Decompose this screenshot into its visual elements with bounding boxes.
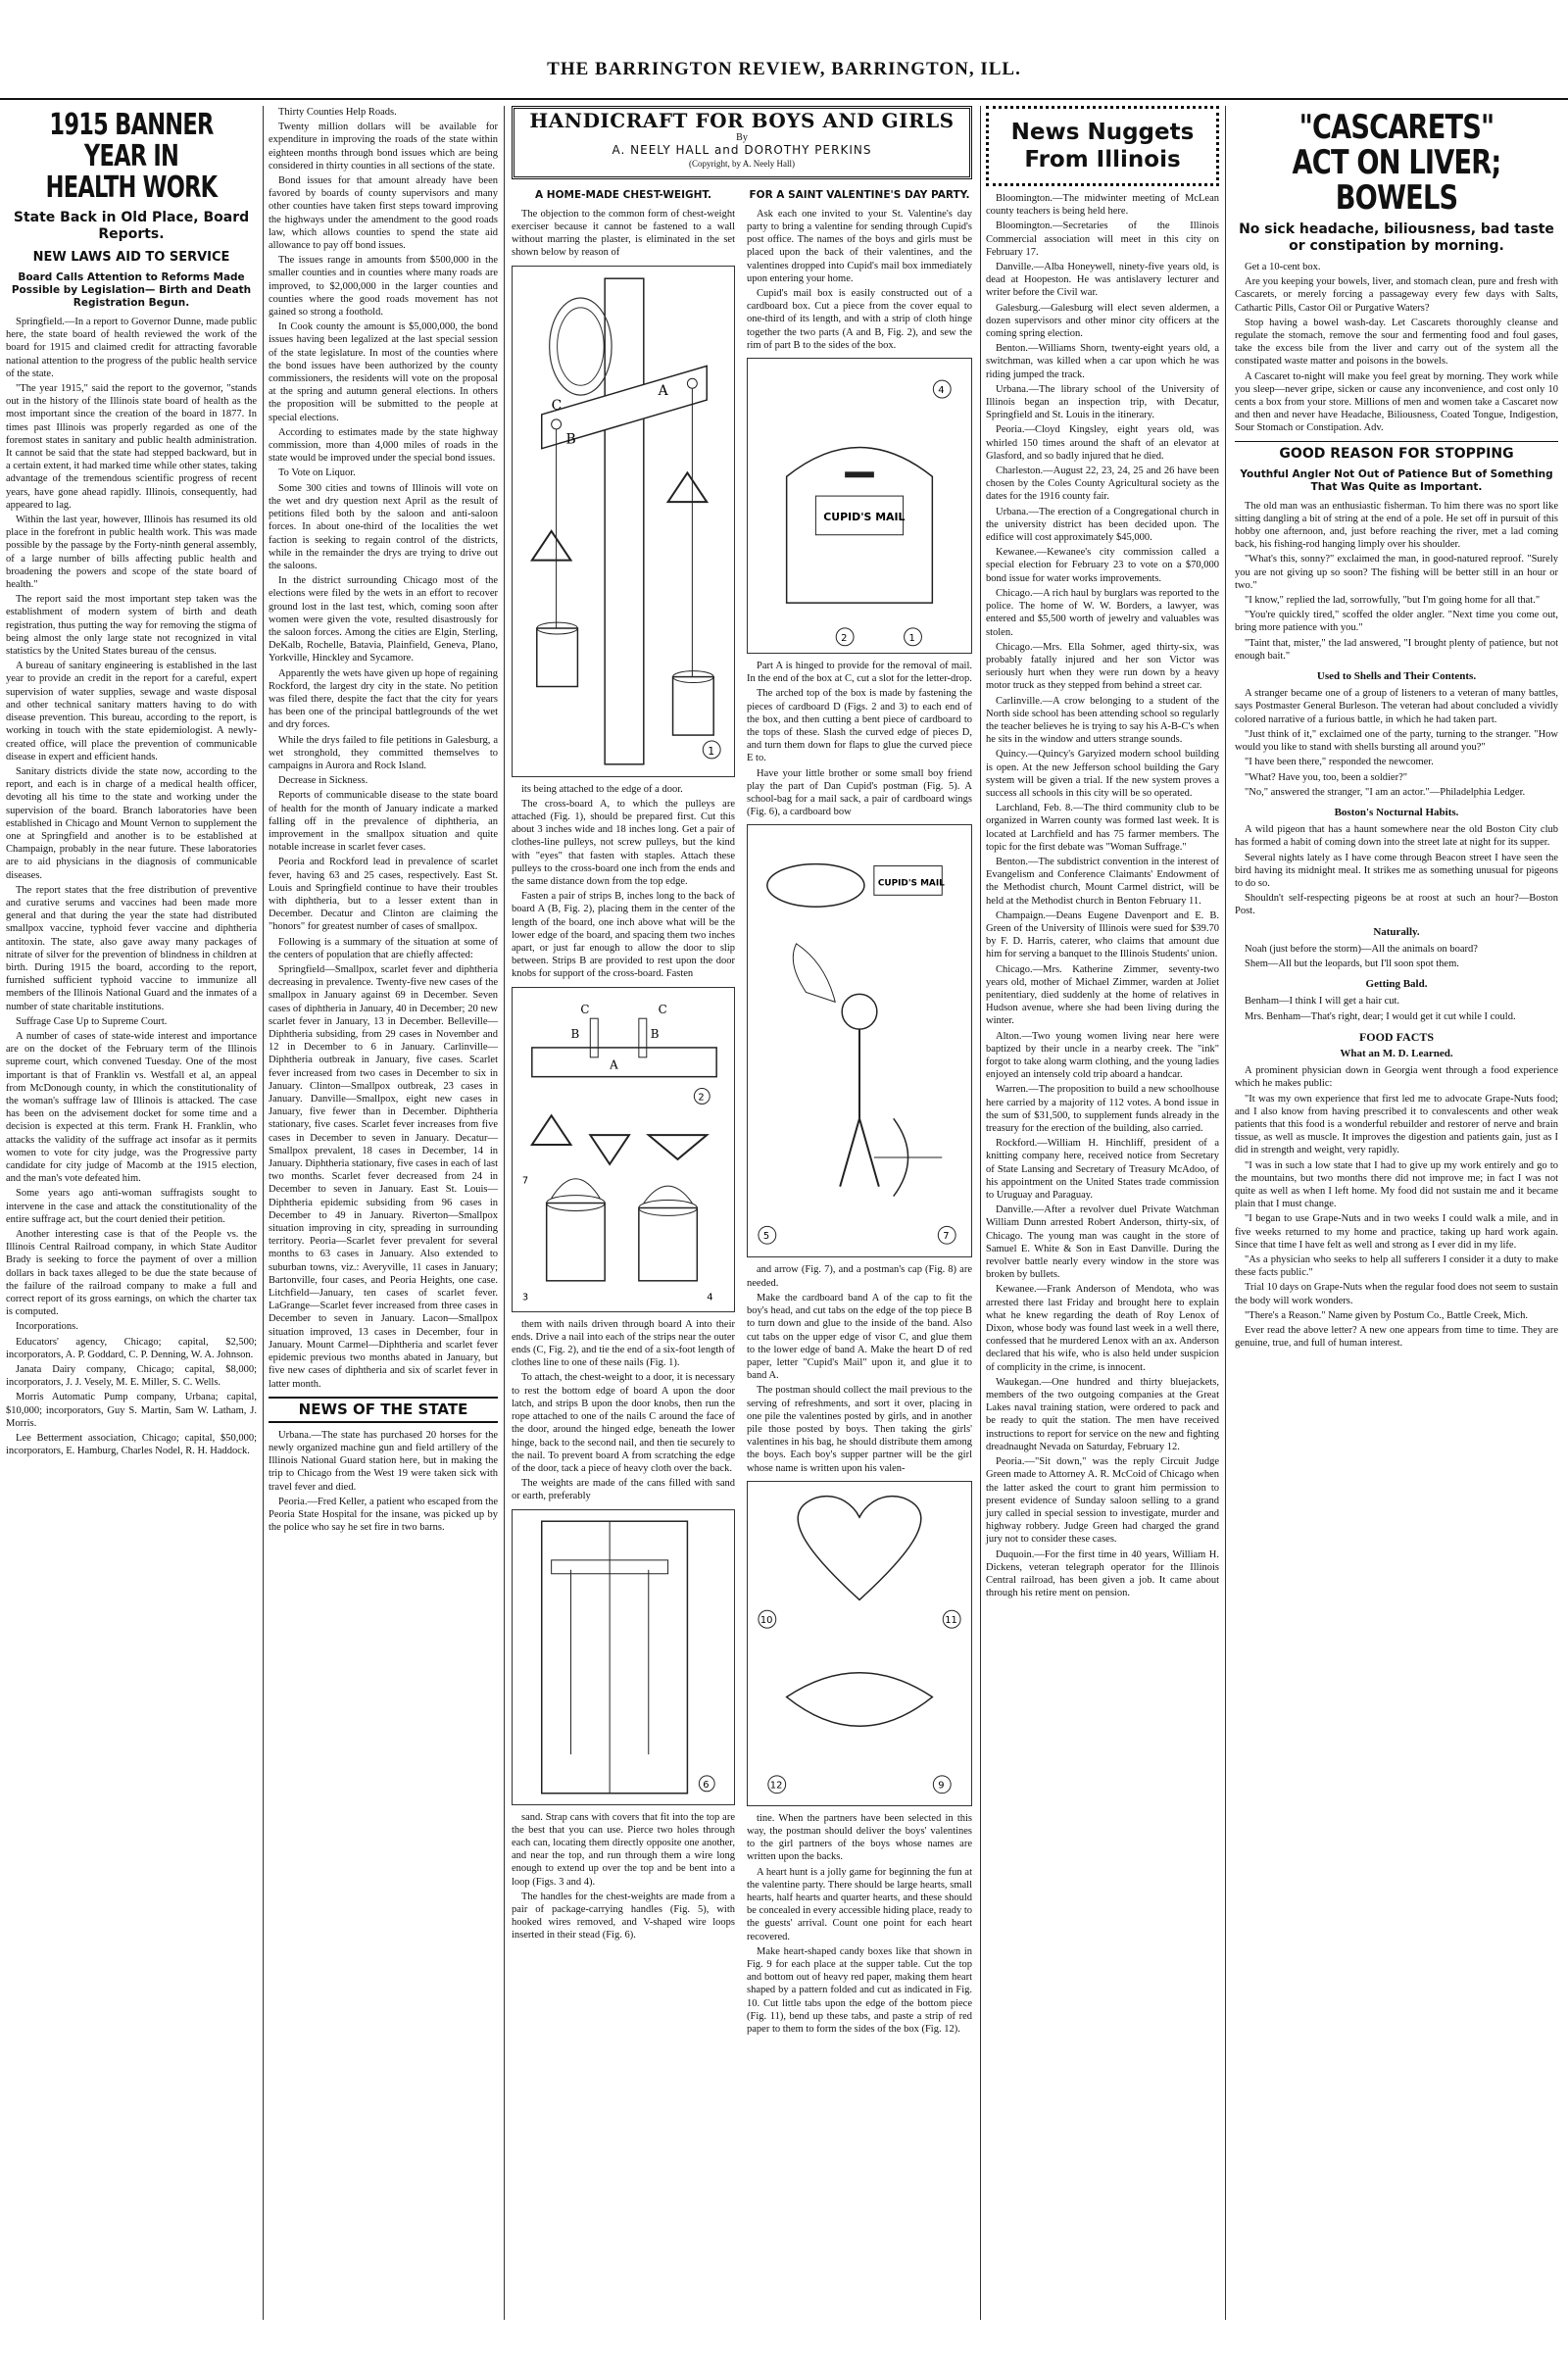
door-frame	[542, 1521, 688, 1794]
paragraph: Decrease in Sickness.	[278, 775, 368, 787]
paragraph: The weights are made of the cans filled with sand or earth, preferably	[512, 1478, 735, 1502]
chest-weight-illustration	[513, 267, 734, 776]
paragraph: Sanitary districts divide the state now, according to the report, and each is in charge of a medical health officer, devoting all his time to the state and working under the supervision of the board. Branch laboratories have been established in Chicago and Mount Vernon to supplement the one at Springfield and another is to be established at Champaign, probably in the near future. These laboratories are to aid physicians in the diagnosis of communicable diseases.	[6, 765, 257, 881]
chest-weight-heading: A HOME-MADE CHEST-WEIGHT.	[535, 188, 711, 201]
paragraph: "Just think of it," exclaimed one of the party, turning to the stranger. "How would you like to stand with shells bursting all around you?"	[1235, 728, 1558, 754]
paragraph: Reports of communicable disease to the state board of health for the month of January indicate a marked falling off in the prevalence of diphtheria, an improvement in the smallpox situation and quite notable increase in scarlet fever cases.	[269, 790, 498, 854]
story-heading: Naturally.	[1373, 925, 1420, 938]
story-heading: Getting Bald.	[1365, 978, 1428, 991]
paragraph: Have your little brother or some small boy friend play the part of Dan Cupid's postman (Fig. 5). A school-bag for a mail sack, a pair of cardboard wings (Fig. 6), a cardboard bow	[747, 767, 972, 818]
paragraph: Galesburg.—Galesburg will elect seven aldermen, a dozen supervisors and other minor city officers at the coming spring election.	[986, 302, 1219, 340]
figure-number: 11	[945, 1614, 957, 1626]
paragraph: The postman should collect the mail previous to the serving of refreshments, and sort it over, placing in one pile the valentines posted by girls, and in another pile those posted by boys. Then taking the girls' valentines in his bag, he should distribute them among the boys. Each boy's supper partner will be the girl whose name is written upon his valen-	[747, 1385, 972, 1474]
paragraph: Peoria.—Fred Keller, a patient who escaped from the Peoria State Hospital for the insane, was picked up by the police who say he set fire in two barns.	[269, 1496, 498, 1534]
figure-cupids-mailbox	[747, 358, 972, 654]
weight-can-right	[673, 676, 714, 734]
paragraph: The objection to the common form of chest-weight exerciser because it cannot be fastened to a wall without marring the plaster, is eliminated in the set shown below by reason of	[512, 208, 735, 259]
paragraph: Benton.—Williams Shorn, twenty-eight years old, a switchman, was killed when a car upon which he was riding jumped the track.	[986, 343, 1219, 380]
paragraph: Danville.—Alba Honeywell, ninety-five years old, is dead at Hoopeston. He was antislavery lecturer and writer before the Civil war.	[986, 262, 1219, 299]
coiled-rope	[550, 298, 612, 395]
figure-number: 5	[762, 1231, 770, 1243]
paragraph: "As a physician who seeks to help all sufferers I consider it a duty to make these facts public."	[1235, 1254, 1558, 1279]
paragraph: Shem—All but the leopards, but I'll soon spot them.	[1245, 958, 1459, 969]
figure-number: 7	[943, 1231, 950, 1243]
paragraph: Educators' agency, Chicago; capital, $2,500; incorporators, A. P. Goddard, C. P. Denning, W. A. Johnson.	[6, 1336, 257, 1360]
deck-new-laws: NEW LAWS AID TO SERVICE	[32, 250, 230, 265]
mailbox-illustration	[748, 359, 971, 653]
copyright-line: (Copyright, by A. Neely Hall)	[689, 158, 795, 169]
paragraph: To Vote on Liquor.	[278, 467, 356, 479]
can-fig4	[639, 1207, 697, 1280]
wings	[793, 944, 835, 1002]
paragraph: Incorporations.	[16, 1321, 78, 1333]
paragraph: Get a 10-cent box.	[1245, 262, 1321, 272]
paragraph: "I have been there," responded the newcomer.	[1245, 757, 1434, 768]
paragraph: Janata Dairy company, Chicago; capital, $8,000; incorporators, J. J. Vesely, M. E. Miller, S. C. Wells.	[6, 1364, 257, 1389]
figure-detail-parts	[512, 987, 735, 1312]
paragraph: Within the last year, however, Illinois has resumed its old place in the forefront in public health work. This was made possible by the passage by the Forty-ninth general assembly, of a large number of bills affecting public health and broadening the powers and scope of the state board of health."	[6, 515, 257, 591]
paragraph: Fasten a pair of strips B, inches long to the back of board A (B, Fig. 2), placing them in the center of the length of the board, one inch above what will be the lower edge of the board, and spacing them two inches apart, or just far enough to allow the door to slip between. Strips B are provided to rest upon the door knobs for support of the cross-board. Fasten	[512, 891, 735, 980]
figure-number: 4	[707, 1292, 713, 1303]
column-handicraft	[504, 106, 980, 2320]
cap-sign: CUPID'S MAIL	[877, 878, 945, 889]
valentine-party-article	[747, 183, 972, 2290]
paragraph: Carlinville.—A crow belonging to a student of the North side school has been attending school so regularly the teacher believes he is trying to say his A-B-C's when he sits in the window and utters strange sounds.	[986, 695, 1219, 746]
paragraph: The report states that the free distribution of preventive and curative serums and vaccines had been made more general and that during the year the state had distributed smallpox vaccine, typhoid fever vaccine and diphtheria antitoxin. The state, also gave away many packages of nitrate of silver for the prevention of blindness in children at birth. During 1915 the board, according to the report, furnished sufficient typhoid vaccine to immunize all members of the Illinois National Guard and the inmates of a number of state charitable institutions.	[6, 884, 257, 1012]
article-body	[6, 316, 257, 1457]
paragraph: Following is a summary of the situation at some of the centers of population that are chiefly affected:	[269, 936, 498, 960]
strip-b-right	[639, 1018, 647, 1057]
story-heading: FOOD FACTS	[1358, 1029, 1435, 1044]
figure-cupid-postman	[747, 824, 972, 1257]
section-title-news-of-state: NEWS OF THE STATE	[269, 1397, 498, 1423]
coiled-rope	[558, 308, 605, 385]
figure-number: 1	[908, 632, 915, 644]
paragraph: A number of cases of state-wide interest and importance are on the docket of the February term of the Illinois supreme court, which convened Tuesday. One of the most important is that of Franklin vs. Westfall et al, an appeal from McDonough county, in which the constitutionality of the woman's suffrage law of Illinois is attacked. The case has been on the advisement docket for some time and a decision is expected at this term. Frank H. Franklin, who attacks the validity of the suffrage act insofar as it permits women to vote for city judge, was the Progressive party candidate for city judge of Macomb at the 1915 election, and the man's vote defeated him.	[6, 1030, 257, 1185]
paragraph: and arrow (Fig. 7), and a postman's cap (Fig. 8) are needed.	[747, 1264, 972, 1289]
paragraph: Urbana.—The library school of the University of Illinois began an inspection trip, with Decatur, Springfield and St. Louis in the itinerary.	[986, 383, 1219, 421]
paragraph: A heart hunt is a jolly game for beginning the fun at the valentine party. There should be large hearts, small hearts, half hearts and quarter hearts, and these should be concealed in every accessible hiding place, ready to the guests' arrival. Count one point for each heart recovered.	[747, 1866, 972, 1942]
story-heading: Used to Shells and Their Contents.	[1316, 670, 1477, 683]
door-rope-illustration	[513, 1510, 734, 1804]
column-ads-features	[1225, 106, 1568, 2320]
v-loop-figure	[649, 1135, 707, 1159]
paragraph: The handles for the chest-weights are made from a pair of package-carrying handles (Fig. 5), with hooked wires removed, and V-shaped wire loops inserted in their stead (Fig. 6).	[512, 1891, 735, 1941]
label-b: B	[570, 1026, 580, 1041]
paragraph: tine. When the partners have been selected in this way, the postman should deliver the boys' valentines to the girl partners of the boys whose names are written upon the backs.	[747, 1812, 972, 1863]
column-state-news	[263, 106, 504, 2320]
paragraph: Bond issues for that amount already have been favored by boards of county supervisors and many other counties have taken first steps toward improving the highways under the amendment to the good roads law, which allows counties to spend the state aid allowance to pay off bond issues.	[269, 175, 498, 252]
letter-slot	[845, 471, 874, 477]
paragraph: sand. Strap cans with covers that fit into the top are the best that you can use. Pierce two holes through each can, locating them directly opposite one another, and near the top, and run through them a wire long enough to extend up over the top and be bent into a loop (Figs. 3 and 4).	[512, 1811, 735, 1888]
paragraph: Make heart-shaped candy boxes like that shown in Fig. 9 for each place at the supper table. Cut the top and bottom out of heavy red paper, making them heart shaped by a pattern folded and cut as indicated in Fig. 10. Cut little tabs upon the edge of the bottom piece (Fig. 11), bend up these tabs, and paste a strip of red paper to them to form the sides of the box (Fig. 12).	[747, 1945, 972, 2035]
paragraph: Quincy.—Quincy's Garyized modern school building is open. At the new Jefferson school building the Gary system will be given a trial. If the new system proves a success all schools in this city will be so operated.	[986, 749, 1219, 799]
paragraph: Bloomington.—The midwinter meeting of McLean county teachers is being held here.	[986, 193, 1219, 218]
paragraph: Urbana.—The erection of a Congregational church in the university district has been decided upon. The edifice will cost approximately $45,000.	[986, 506, 1219, 544]
label-b: B	[565, 431, 576, 448]
paragraph: Urbana.—The state has purchased 20 horses for the newly organized machine gun and field artillery of the Illinois National Guard station here, but in making the trip to Chicago from the West 19 were taken sick with travel fever and died.	[269, 1429, 498, 1493]
paragraph: The old man was an enthusiastic fisherman. To him there was no sport like sitting dangling a bit of string at the end of a pole. He set off in pursuit of this hobby one afternoon, and, just before reaching the river, met a lad coming back, his fishing-rod hanging limply over his shoulder.	[1235, 500, 1558, 551]
paragraph: The issues range in amounts from $500,000 in the smaller counties and in counties where many roads are improved, to $2,000,000 in the larger counties and counties where the good roads movement has not gained so strong a foothold.	[269, 255, 498, 319]
paragraph: Another interesting case is that of the People vs. the Illinois Central Railroad company, in which State Auditor Brady is seeking to force the payment of over a million dollars in back taxes alleged to be due the state because of the failure of the railroad company to make a full and correct report of its gross earnings, on which the charter tax is computed.	[6, 1229, 257, 1318]
story-body	[1235, 1064, 1558, 1350]
paragraph: Chicago.—Mrs. Ella Sohmer, aged thirty-six, was probably fatally injured and her son Victor was seriously hurt when they were run down by a heavy motor truck as they stepped from behind a street car.	[986, 641, 1219, 692]
paragraph: Kewanee.—Frank Anderson of Mendota, who was arrested there last Friday and brought here to explain what he knew regarding the death of Roy Lenox of Dixon, whose body was found last week in a well there, confessed that he murdered Lenox with an ax. Anderson declared that his wife, who is also held under suspicion of complicity in the crime, is innocent.	[986, 1284, 1219, 1373]
paragraph: Some years ago anti-woman suffragists sought to intervene in the case and attack the constitutionality of the entire suffrage act, but the court denied their petition.	[6, 1188, 257, 1225]
handle-figure	[590, 1135, 629, 1164]
paragraph: In Cook county the amount is $5,000,000, the bond issues having been legalized at the last special session of the state legislature. In most of the counties where the bond issues have been authorized by the county commissioners, the residents will vote on the proposal at the spring and autumn general elections. In others the proposition will be submitted to the people at special elections.	[269, 321, 498, 423]
paragraph: Rockford.—William H. Hinchliff, president of a knitting company here, received notice from Secretary of State Lansing and Secretary of Treasury McAdoo, of his appointment on the United States trade commission to Uruguay and Paraguay.	[986, 1138, 1219, 1202]
parts-illustration	[513, 988, 734, 1311]
paragraph: Peoria.—"Sit down," was the reply Circuit Judge Green made to Attorney A. R. McCoid of Chicago when the latter asked the court to grant him permission to present evidence of Sunday saloon selling to a grand jury called in special session to investigate, murder and highway robbery. Judge Green had charged the grand jury not to consider these cases.	[986, 1456, 1219, 1546]
figure-number: 4	[938, 385, 945, 397]
paragraph: While the drys failed to file petitions in Galesburg, a wet stronghold, they committed themselves to campaigns in Aurora and Rock Island.	[269, 734, 498, 771]
headline-health-work: 1915 BANNER YEAR IN HEALTH WORK	[45, 108, 218, 205]
handle-left	[532, 531, 571, 561]
board-a-detail	[532, 1048, 716, 1077]
cascarets-deck: No sick headache, biliousness, bad taste or constipation by morning.	[1239, 221, 1554, 254]
chest-weight-article	[512, 183, 735, 2290]
paragraph: Apparently the wets have given up hope of regaining Rockford, the largest dry city in the state. No petition was filed there, despite the fact that the city for years has been one of the principal battlegrounds of the wet and dry forces.	[269, 667, 498, 731]
paragraph: Danville.—After a revolver duel Private Watchman William Dunn arrested Robert Anderson, thirty-six, of Chicago. The young man was caught in the store of Samuel E. White & Son in East Danville. During the revolver battle nearly every window in the store was broken by bullets.	[986, 1204, 1219, 1281]
cap-band	[767, 864, 864, 908]
paragraph: Some 300 cities and towns of Illinois will vote on the wet and dry question next April as the result of petitions filed both by the saloon and anti-saloon forces. In about one-third of the localities the wet faction is seeking to regain control of the districts, while in the remainder the drys are trying to drive out the saloons.	[269, 482, 498, 571]
paragraph: Champaign.—Deans Eugene Davenport and E. B. Green of the University of Illinois were sued for $39.70 by F. D. Harris, caterer, who claims that amount due him for serving a banquet to the Illinois Students' union.	[986, 909, 1219, 960]
paragraph: Larchland, Feb. 8.—The third community club to be organized in Warren county was formed last week. It is located at Larchfield and has 75 farmer members. The topic for the first debate was "Woman Suffrage."	[986, 803, 1219, 853]
weight-can-left	[537, 628, 578, 686]
label-c: C	[658, 1002, 667, 1016]
column-health-report	[0, 106, 263, 2320]
deck-board-calls: Board Calls Attention to Reforms Made Possible by Legislation— Birth and Death Registration Begun.	[11, 271, 252, 309]
figure-heart-boxes	[747, 1481, 972, 1806]
paragraph: Mrs. Benham—That's right, dear; I would get it cut while I could.	[1245, 1010, 1516, 1022]
paragraph: To attach, the chest-weight to a door, it is necessary to rest the bottom edge of board A upon the door latch, and strips B upon the door knobs, then run the rope attached to one of the nails C around the face of the door, around the hinged edge, beneath the lower hinge, back to the second nail, and then tie securely to the nail. To prevent board A from scratching the edge of the door, tack a piece of heavy cloth over the back.	[512, 1372, 735, 1474]
paragraph: "What's this, sonny?" exclaimed the man, in good-natured reproof. "Surely you are not giving up so soon? The fishing will be better still in an hour or two."	[1235, 554, 1558, 591]
figure-chest-weight-door	[512, 266, 735, 777]
paragraph: Thirty Counties Help Roads.	[278, 107, 397, 118]
figure-number: 3	[521, 1292, 529, 1303]
cascarets-body	[1235, 261, 1558, 435]
story-body	[1235, 687, 1558, 799]
article-body	[269, 106, 498, 1391]
figure-number: 1	[708, 744, 715, 758]
handicraft-body	[512, 183, 972, 2290]
paragraph: "I was in such a low state that I had to give up my work entirely and go to the mountains, but two months there did not improve me; in fact I was not quite as well as when I left home. My food did not sustain me and it became plain that I must change.	[1235, 1159, 1558, 1210]
paragraph: Trial 10 days on Grape-Nuts when the regular food does not seem to sustain the body will work wonders.	[1235, 1282, 1558, 1306]
paragraph: Make the cardboard band A of the cap to fit the boy's head, and cut tabs on the edge of the top piece B to turn down and glue to the inside of the band. Also cut tabs on the upper edge of visor C, and glue them to the lower edge of band A. Make the heart D of red paper, letter "Cupid's Mail" upon it, and glue it to band A.	[747, 1292, 972, 1382]
paragraph: According to estimates made by the state highway commission, more than 4,000 miles of roads in the state would be improved under the special bond issues.	[269, 426, 498, 465]
story-body	[1235, 995, 1558, 1022]
paragraph: A Cascaret to-night will make you feel great by morning. They work while you sleep—never gripe, sicken or cause any inconvenience, and cost only 10 cents a box from your store. Millions of men and women take a Cascaret now and then and never have Headache, Biliousness, Coated Tongue, Indigestion, Sour Stomach or Constipation. Adv.	[1235, 370, 1558, 434]
story-deck: Youthful Angler Not Out of Patience But of Something That Was Quite as Important.	[1240, 467, 1553, 493]
paragraph: Cupid's mail box is easily constructed out of a cardboard box. Cut a piece from the cover equal to one-third of its length, and with a strip of cloth hinge together the two parts (A and B, Fig. 2), and sew the rim of part B to the sides of the box.	[747, 288, 972, 351]
paragraph: Chicago.—A rich haul by burglars was reported to the police. The home of W. W. Borders, a lawyer, was entered and $5,500 worth of jewelry and valuables was stolen.	[986, 587, 1219, 638]
paragraph: Bloomington.—Secretaries of the Illinois Commercial association will meet in this city on February 17.	[986, 221, 1219, 258]
paragraph: Duquoin.—For the first time in 40 years, William H. Dickens, veteran telegraph operator for the Illinois Central railroad, has been given a job. It came about through his retire ment on pension.	[986, 1548, 1219, 1599]
paragraph: Ask each one invited to your St. Valentine's day party to bring a valentine for sending through Cupid's post office. The names of the boys and girls must be placed upon the back of their valentines, and the valentines dropped into Cupid's mail box immediately upon entering your home.	[747, 208, 972, 284]
figure-number: 9	[938, 1780, 945, 1792]
heart-pattern	[798, 1496, 921, 1599]
paragraph: Benham—I think I will get a hair cut.	[1245, 996, 1400, 1007]
handle-figure	[532, 1115, 571, 1145]
paragraph: Warren.—The proposition to build a new schoolhouse here carried by a majority of 112 votes. A bond issue in the sum of $31,500, to supplement funds already in the treasury for the erection of the building, also carried.	[986, 1084, 1219, 1135]
figure-number: 6	[703, 1779, 710, 1791]
paragraph: "What? Have you, too, been a soldier?"	[1245, 771, 1408, 783]
masthead: THE BARRINGTON REVIEW, BARRINGTON, ILL.	[547, 59, 1021, 79]
handicraft-title: HANDICRAFT FOR BOYS AND GIRLS	[529, 109, 955, 132]
paragraph: "It was my own experience that first led me to advocate Grape-Nuts food; and I also know from having prescribed it to convalescents and other weak patients that this food is a wonderful rebuilder and restorer of nerve and brain tissue, as well as muscle. It improves the digestion and patients gain, just as I did in strength and weight, very rapidly.	[1235, 1093, 1558, 1156]
heart-box-illustration	[748, 1482, 971, 1805]
cascarets-headline: "CASCARETS" ACT ON LIVER; BOWELS	[1292, 108, 1501, 218]
paragraph: The report said the most important step taken was the establishment of modern system of birth and death registration, thus putting the way for removing the stigma of being almost the only large state not recognized in vital statistics by the United States bureau of the census.	[6, 594, 257, 658]
column-news-nuggets	[980, 106, 1225, 2320]
paragraph: Waukegan.—One hundred and thirty bluejackets, members of the two outgoing companies at the Great Lakes naval training station, were ordered to pack and be ready to quit the station. The men have received instructions to report for service on the new and fighting dreadnaught Nevada on Saturday, February 12.	[986, 1376, 1219, 1452]
paragraph: Shouldn't self-respecting pigeons be at roost at such an hour?—Boston Post.	[1235, 893, 1558, 917]
paragraph: A wild pigeon that has a haunt somewhere near the old Boston City club has formed a habit of coming down into the street late at night for its supper.	[1235, 824, 1558, 849]
strip-b-left	[590, 1018, 598, 1057]
paragraph: "You're quickly tired," scoffed the older angler. "Next time you come out, bring more patience with you."	[1235, 610, 1558, 634]
paragraph: Charleston.—August 22, 23, 24, 25 and 26 have been chosen by the Coles County Agricultural society as the dates for the 1916 county fair.	[986, 466, 1219, 503]
paragraph: "No," answered the stranger, "I am an actor."—Philadelphia Ledger.	[1245, 786, 1526, 798]
paragraph: "I began to use Grape-Nuts and in two weeks I could walk a mile, and in five weeks returned to my home and practice, taking up hard work again. Since that time I have felt as well and strong as I ever did in my life.	[1235, 1213, 1558, 1251]
figure-number: 2	[841, 632, 848, 644]
section-body	[269, 1429, 498, 1535]
story-body	[1235, 823, 1558, 917]
label-a: A	[610, 1057, 618, 1072]
story-body	[1235, 500, 1558, 663]
paragraph: The cross-board A, to which the pulleys are attached (Fig. 1), should be prepared first. Cut this about 3 inches wide and 18 inches long. Get a pair of clothes-line pulleys, not screw pulleys, but the kind with "eyes" that fasten with staples. Attach these pulleys to the cross-board one inch from the ends and the same distance down from the top edge.	[512, 798, 735, 888]
paragraph: A bureau of sanitary engineering is established in the last year to provide an credit in the report for a careful, expert supervision of water supplies, sewage and waste disposal and other technical sanitary matters having to do with disease prevention. This bureau, according to the report, is working in touch with the state epidemiologist. A newly-created office, will place the prevention of communicable disease in expert and efficient hands.	[6, 661, 257, 762]
postman-head	[842, 995, 877, 1030]
paragraph: Springfield—Smallpox, scarlet fever and diphtheria decreasing in prevalence. Twenty-five new cases of the smallpox in January against 69 in December. Seven cases of diphtheria in January, 40 in December; 20 new scarlet fever in January, 13 in December. Belleville—Diphtheria subsiding, from 29 cases in November and 12 in December to 6 in January. Carlinville—Diphtheria outbreak in January, five cases. Scarlet fever increased from two cases in December to six in January. Clinton—Smallpox outbreak, 23 cases in January. Danville—Smallpox, eight new cases in January, five fewer than in December. Diphtheria stationary, five cases. Scarlet fever increases from five cases in December to seven in January. Decatur—Smallpox prevalent, 18 cases in December, 14 in January. Diphtheria stationary, five cases in each of last two months. Scarlet fever decreased from 24 in December to seven in January. East St. Louis—Diphtheria epidemic subsiding from 96 cases in December to 49 in January. Riverton—Smallpox situation improving in city, spreading in surrounding territory. Peoria—Scarlet fever prevalent for several months to 63 cases in January. Also extended to suburban towns, viz.: Averyville, 11 cases in January; Bartonville, four cases, and Peoria Heights, one case. Litchfield—January, ten cases of scarlet fever. LaGrange—Scarlet fever increased from three cases in December to seven in January. Lacon—Smallpox situation improved, 13 cases in December, four in January. Mount Carmel—Diphtheria and scarlet fever epidemic previous two months abated in January, but five new cases of diphtheria and six of scarlet fever in latter month.	[269, 964, 498, 1390]
news-nuggets-title: News Nuggets From Illinois	[986, 106, 1219, 186]
paragraph: "Taint that, mister," the lad answered, "I brought plenty of patience, but not enough bait."	[1235, 637, 1558, 662]
paragraph: "There's a Reason." Name given by Postum Co., Battle Creek, Mich.	[1245, 1309, 1528, 1321]
deck-state-back: State Back in Old Place, Board Reports.	[13, 210, 250, 242]
byline-authors: A. NEELY HALL and DOROTHY PERKINS	[612, 143, 872, 158]
postman-illustration	[748, 825, 971, 1256]
paragraph: Lee Betterment association, Chicago; capital, $50,000; incorporators, E. Hamburg, Charles Nodel, R. H. Haddock.	[6, 1433, 257, 1457]
paragraph: Several nights lately as I have come through Beacon street I have seen the bird having its midnight meal. It strikes me as something unusual for pigeons to do so.	[1235, 852, 1558, 889]
paragraph: Springfield.—In a report to Governor Dunne, made public here, the state board of health reviewed the work of the board for 1915 and claimed credit for attracting favorable national attention to the progress of the public health service of the state.	[6, 317, 257, 379]
paragraph: Twenty million dollars will be available for expenditure in improving the roads of the state within eighteen months through bond issues which are being considered in thirty counties in all sections of the state.	[269, 122, 498, 172]
paragraph: Chicago.—Mrs. Katherine Zimmer, seventy-two years old, mother of Michael Zimmer, warden at Joliet penitentiary, died suddenly at the home of relatives in Hudson avenue, where she had been living during the winter.	[986, 963, 1219, 1027]
paragraph: Ever read the above letter? A new one appears from time to time. They are genuine, true, and full of human interest.	[1235, 1325, 1558, 1350]
paragraph: Suffrage Case Up to Supreme Court.	[16, 1015, 168, 1027]
paragraph: Peoria and Rockford lead in prevalence of scarlet fever, having 63 and 25 cases, respectively. East St. Louis and Springfield continue to have their troubles with diphtheria, but to a lesser extent than in December. Decatur and Clinton are claiming the "honors" for greatest number of cases of smallpox.	[269, 857, 498, 933]
handle-right	[668, 472, 708, 502]
paragraph: Benton.—The subdistrict convention in the interest of Evangelism and Conference Claimants' Endowment of the Methodist church, Mount Carmel district, will be held at the Methodist church in Benton February 11.	[986, 856, 1219, 907]
paragraph: A prominent physician down in Georgia went through a food experience which he makes public:	[1235, 1065, 1558, 1090]
figure-number: 7	[521, 1175, 529, 1187]
label-c: C	[580, 1002, 590, 1016]
paragraph: The arched top of the box is made by fastening the pieces of cardboard D (Figs. 2 and 3) to each end of the box, and then cutting a bent piece of cardboard to the tops of these. Slash the curved edge of pieces D, and turn them down for flaps to glue the curved piece E to.	[747, 688, 972, 764]
paragraph: In the district surrounding Chicago most of the elections were filed by the wets in an effort to recover ground lost in the last test, which, coming soon after women were given the vote, resulted disastrously for the saloon forces. Among the cities are Elgin, Sterling, DeKalb, Rochelle, Batavia, Plainfield, Geneva, Plano, Yorkville, Hinckley and Sycamore.	[269, 575, 498, 664]
masthead-rule	[0, 98, 1568, 100]
story-heading: GOOD REASON FOR STOPPING	[1235, 441, 1558, 463]
figure-number: 12	[769, 1780, 783, 1792]
byline-label: By	[736, 132, 748, 144]
valentine-heading: FOR A SAINT VALENTINE'S DAY PARTY.	[749, 188, 970, 201]
paragraph: "The year 1915," said the report to the governor, "stands out in the history of the Illinois state board of health as the most important since the creation of the board in 1877. In times past Illinois was properly regarded as one of the foremost states in sanitary and public health administration. It cannot be said that the state had stepped backward, but in a certain extent, it had marked time while other states, taking advantage of the tremendous scientific progress of recent years, have gone ahead rapidly. Illinois, consequently, had appeared to lag.	[6, 383, 257, 511]
postman-leg	[840, 1119, 859, 1187]
story-heading: Boston's Nocturnal Habits.	[1334, 806, 1459, 818]
mailbox-sign: CUPID'S MAIL	[823, 510, 906, 523]
label-c: C	[551, 397, 563, 414]
paragraph: Part A is hinged to provide for the removal of mail. In the end of the box at C, cut a slot for the letter-drop.	[747, 661, 972, 685]
postman-leg	[859, 1119, 879, 1187]
paragraph: A stranger became one of a group of listeners to a veteran of many battles, says Postmaster General Burleson. The veteran had about concluded a vividly colored narrative of a furious battle, in which he had taken part.	[1235, 688, 1558, 725]
paragraph: Noah (just before the storm)—All the animals on board?	[1245, 943, 1478, 955]
figure-door-rope	[512, 1509, 735, 1805]
figure-number: 10	[760, 1614, 773, 1626]
nuggets-body	[986, 192, 1219, 1599]
paragraph: Morris Automatic Pump company, Urbana; capital, $10,000; incorporators, Guy S. Martin, Sam W. Latham, J. Morris.	[6, 1392, 257, 1429]
handicraft-header	[512, 106, 972, 179]
figure-number: 2	[698, 1092, 705, 1104]
paragraph: its being attached to the edge of a door.	[521, 783, 683, 795]
label-b: B	[650, 1026, 660, 1041]
heart-box	[787, 1672, 933, 1726]
label-a: A	[658, 382, 668, 399]
paragraph: Stop having a bowel wash-day. Let Cascarets thoroughly cleanse and regulate the stomach, remove the sour and fermenting food and foul gases, take the excess bile from the liver and carry out of the system all the constipated waste matter and poisons in the bowels.	[1235, 317, 1558, 368]
paragraph: Kewanee.—Kewanee's city commission called a special election for February 23 to vote on a $70,000 bond issue for water works improvements.	[986, 547, 1219, 584]
paragraph: them with nails driven through board A into their ends. Drive a nail into each of the strips near the outer ends (C, Fig. 2), and tie the end of a six-foot length of clothes line to one of these nails (Fig. 1).	[512, 1318, 735, 1369]
can-fig3	[547, 1203, 605, 1280]
paragraph: Are you keeping your bowels, liver, and stomach clean, pure and fresh with Cascarets, or merely forcing a passageway every few days with Salts, Cathartic Pills, Castor Oil or Purgative Waters?	[1235, 276, 1558, 314]
story-deck: What an M. D. Learned.	[1340, 1047, 1453, 1059]
door-outline	[605, 278, 644, 764]
paragraph: Alton.—Two young women living near here were baptized by their uncle in a nearby creek. The "ink" forgot to take along warm clothing, and the young ladies enjoyed an intensely cold trip aboard a handcar.	[986, 1030, 1219, 1081]
story-body	[1235, 943, 1558, 970]
paragraph: "I know," replied the lad, sorrowfully, "but I'm going home for all that."	[1245, 595, 1541, 607]
paragraph: Peoria.—Cloyd Kingsley, eight years old, was whirled 150 times around the shaft of an elevator at Glasford, and so badly injured that he died.	[986, 424, 1219, 462]
